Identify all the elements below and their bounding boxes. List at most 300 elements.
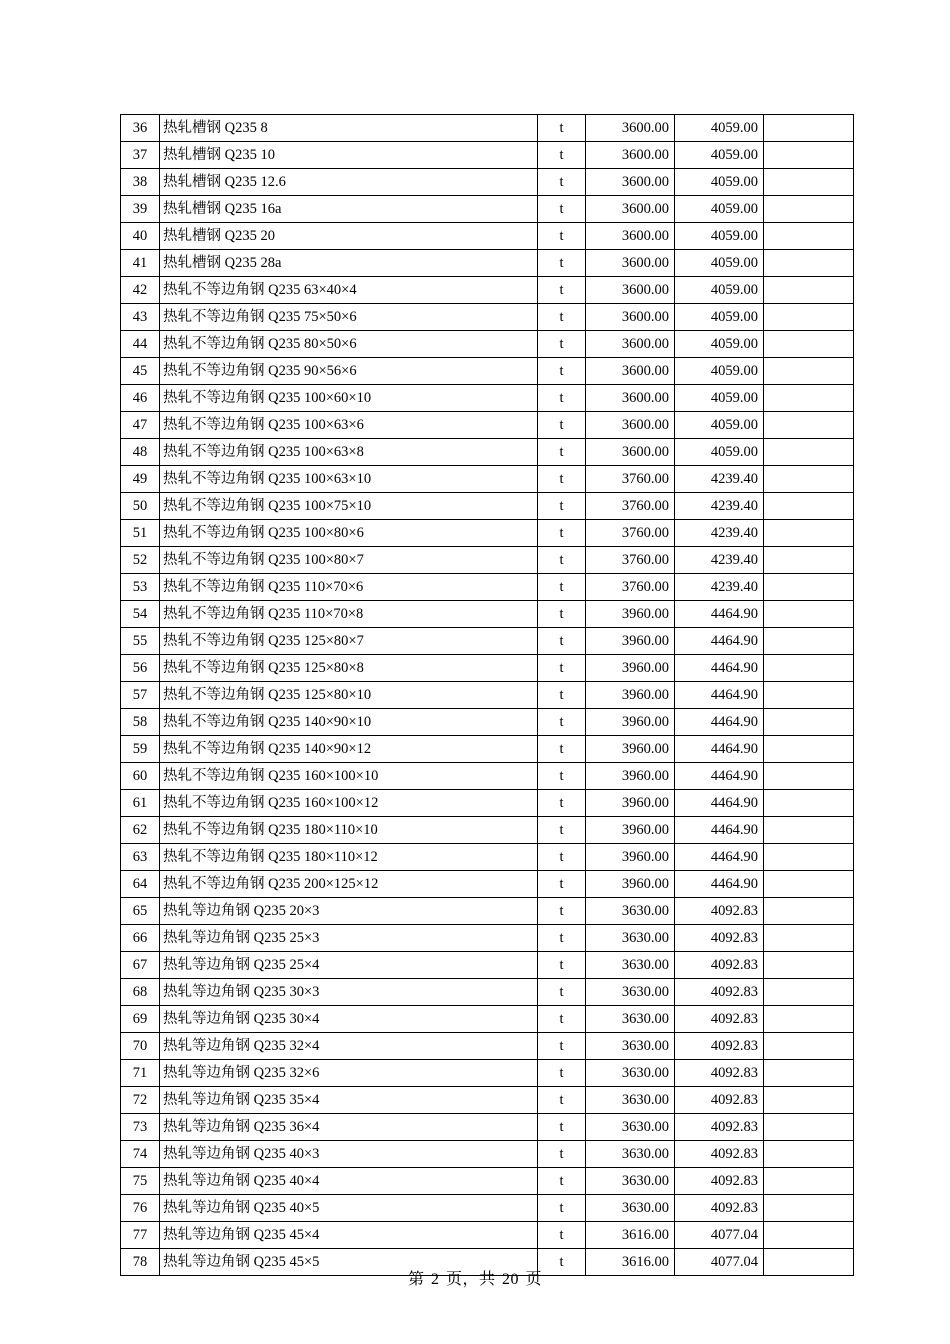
item-name-cell: 热轧不等边角钢 Q235 125×80×10 [160, 682, 538, 709]
price-incl-tax-cell: 4059.00 [675, 331, 764, 358]
note-cell [764, 304, 854, 331]
price-excl-tax-cell: 3600.00 [586, 115, 675, 142]
table-row [121, 979, 854, 1006]
price-excl-tax-cell: 3600.00 [586, 358, 675, 385]
row-number-cell: 78 [121, 1249, 160, 1276]
item-name-cell: 热轧等边角钢 Q235 36×4 [160, 1114, 538, 1141]
price-excl-tax-cell: 3960.00 [586, 682, 675, 709]
price-incl-tax-cell: 4077.04 [675, 1249, 764, 1276]
table-row [121, 1087, 854, 1114]
item-name-cell: 热轧不等边角钢 Q235 100×75×10 [160, 493, 538, 520]
item-name-cell: 热轧等边角钢 Q235 40×4 [160, 1168, 538, 1195]
table-row [121, 1033, 854, 1060]
price-incl-tax-cell: 4059.00 [675, 385, 764, 412]
item-name-cell: 热轧槽钢 Q235 20 [160, 223, 538, 250]
table-row [121, 736, 854, 763]
row-number-cell: 59 [121, 736, 160, 763]
price-incl-tax-cell: 4239.40 [675, 520, 764, 547]
note-cell [764, 574, 854, 601]
price-incl-tax-cell: 4092.83 [675, 1114, 764, 1141]
price-excl-tax-cell: 3630.00 [586, 952, 675, 979]
note-cell [764, 520, 854, 547]
price-excl-tax-cell: 3760.00 [586, 574, 675, 601]
table-row [121, 844, 854, 871]
item-name-cell: 热轧不等边角钢 Q235 125×80×8 [160, 655, 538, 682]
price-incl-tax-cell: 4092.83 [675, 1195, 764, 1222]
row-number-cell: 52 [121, 547, 160, 574]
price-incl-tax-cell: 4059.00 [675, 439, 764, 466]
row-number-cell: 40 [121, 223, 160, 250]
table-row [121, 439, 854, 466]
price-incl-tax-cell: 4239.40 [675, 466, 764, 493]
row-number-cell: 36 [121, 115, 160, 142]
unit-cell: t [538, 304, 586, 331]
unit-cell: t [538, 412, 586, 439]
price-excl-tax-cell: 3600.00 [586, 412, 675, 439]
table-row [121, 547, 854, 574]
note-cell [764, 466, 854, 493]
price-incl-tax-cell: 4464.90 [675, 709, 764, 736]
unit-cell: t [538, 250, 586, 277]
price-excl-tax-cell: 3600.00 [586, 142, 675, 169]
price-excl-tax-cell: 3960.00 [586, 736, 675, 763]
price-excl-tax-cell: 3600.00 [586, 331, 675, 358]
item-name-cell: 热轧槽钢 Q235 8 [160, 115, 538, 142]
table-row [121, 1114, 854, 1141]
table-row [121, 952, 854, 979]
price-incl-tax-cell: 4239.40 [675, 493, 764, 520]
table-row [121, 925, 854, 952]
price-incl-tax-cell: 4059.00 [675, 115, 764, 142]
row-number-cell: 70 [121, 1033, 160, 1060]
price-excl-tax-cell: 3630.00 [586, 1195, 675, 1222]
table-row [121, 223, 854, 250]
table-row [121, 817, 854, 844]
row-number-cell: 38 [121, 169, 160, 196]
unit-cell: t [538, 736, 586, 763]
note-cell [764, 844, 854, 871]
table-row [121, 331, 854, 358]
unit-cell: t [538, 574, 586, 601]
price-excl-tax-cell: 3616.00 [586, 1249, 675, 1276]
note-cell [764, 412, 854, 439]
note-cell [764, 1114, 854, 1141]
table-row [121, 871, 854, 898]
note-cell [764, 1195, 854, 1222]
note-cell [764, 601, 854, 628]
unit-cell: t [538, 169, 586, 196]
price-excl-tax-cell: 3600.00 [586, 196, 675, 223]
item-name-cell: 热轧不等边角钢 Q235 100×80×7 [160, 547, 538, 574]
table-row [121, 493, 854, 520]
row-number-cell: 41 [121, 250, 160, 277]
row-number-cell: 39 [121, 196, 160, 223]
row-number-cell: 73 [121, 1114, 160, 1141]
unit-cell: t [538, 1168, 586, 1195]
unit-cell: t [538, 439, 586, 466]
price-excl-tax-cell: 3630.00 [586, 1060, 675, 1087]
price-excl-tax-cell: 3630.00 [586, 1006, 675, 1033]
table-row [121, 790, 854, 817]
row-number-cell: 57 [121, 682, 160, 709]
price-incl-tax-cell: 4464.90 [675, 817, 764, 844]
unit-cell: t [538, 763, 586, 790]
page-footer: 第 2 页，共 20 页 [407, 1271, 542, 1288]
item-name-cell: 热轧等边角钢 Q235 25×4 [160, 952, 538, 979]
table-row [121, 250, 854, 277]
note-cell [764, 925, 854, 952]
price-incl-tax-cell: 4077.04 [675, 1222, 764, 1249]
row-number-cell: 66 [121, 925, 160, 952]
item-name-cell: 热轧等边角钢 Q235 35×4 [160, 1087, 538, 1114]
table-row [121, 1168, 854, 1195]
price-incl-tax-cell: 4092.83 [675, 952, 764, 979]
note-cell [764, 169, 854, 196]
row-number-cell: 43 [121, 304, 160, 331]
price-incl-tax-cell: 4239.40 [675, 547, 764, 574]
item-name-cell: 热轧等边角钢 Q235 40×5 [160, 1195, 538, 1222]
item-name-cell: 热轧不等边角钢 Q235 63×40×4 [160, 277, 538, 304]
price-incl-tax-cell: 4092.83 [675, 1060, 764, 1087]
row-number-cell: 75 [121, 1168, 160, 1195]
item-name-cell: 热轧等边角钢 Q235 25×3 [160, 925, 538, 952]
unit-cell: t [538, 520, 586, 547]
price-excl-tax-cell: 3630.00 [586, 1033, 675, 1060]
row-number-cell: 68 [121, 979, 160, 1006]
row-number-cell: 53 [121, 574, 160, 601]
item-name-cell: 热轧不等边角钢 Q235 180×110×12 [160, 844, 538, 871]
table-row [121, 412, 854, 439]
table-row [121, 520, 854, 547]
row-number-cell: 51 [121, 520, 160, 547]
note-cell [764, 250, 854, 277]
price-table-body [121, 115, 854, 1276]
unit-cell: t [538, 223, 586, 250]
row-number-cell: 77 [121, 1222, 160, 1249]
table-row [121, 196, 854, 223]
row-number-cell: 62 [121, 817, 160, 844]
row-number-cell: 48 [121, 439, 160, 466]
unit-cell: t [538, 790, 586, 817]
unit-cell: t [538, 277, 586, 304]
note-cell [764, 142, 854, 169]
row-number-cell: 42 [121, 277, 160, 304]
item-name-cell: 热轧不等边角钢 Q235 75×50×6 [160, 304, 538, 331]
price-incl-tax-cell: 4464.90 [675, 871, 764, 898]
note-cell [764, 493, 854, 520]
row-number-cell: 49 [121, 466, 160, 493]
row-number-cell: 54 [121, 601, 160, 628]
price-excl-tax-cell: 3630.00 [586, 1087, 675, 1114]
price-incl-tax-cell: 4464.90 [675, 682, 764, 709]
row-number-cell: 47 [121, 412, 160, 439]
note-cell [764, 871, 854, 898]
item-name-cell: 热轧不等边角钢 Q235 100×63×6 [160, 412, 538, 439]
table-row [121, 277, 854, 304]
table-row [121, 709, 854, 736]
note-cell [764, 655, 854, 682]
unit-cell: t [538, 709, 586, 736]
unit-cell: t [538, 898, 586, 925]
table-row [121, 898, 854, 925]
table-row [121, 1141, 854, 1168]
table-row [121, 574, 854, 601]
price-incl-tax-cell: 4059.00 [675, 223, 764, 250]
price-excl-tax-cell: 3960.00 [586, 709, 675, 736]
price-excl-tax-cell: 3960.00 [586, 628, 675, 655]
unit-cell: t [538, 844, 586, 871]
price-incl-tax-cell: 4092.83 [675, 898, 764, 925]
table-row [121, 1222, 854, 1249]
price-excl-tax-cell: 3600.00 [586, 250, 675, 277]
price-incl-tax-cell: 4059.00 [675, 412, 764, 439]
unit-cell: t [538, 979, 586, 1006]
unit-cell: t [538, 1195, 586, 1222]
note-cell [764, 763, 854, 790]
note-cell [764, 547, 854, 574]
row-number-cell: 76 [121, 1195, 160, 1222]
price-incl-tax-cell: 4059.00 [675, 142, 764, 169]
table-row [121, 142, 854, 169]
table-row [121, 655, 854, 682]
price-incl-tax-cell: 4464.90 [675, 790, 764, 817]
price-table [120, 114, 854, 1276]
price-incl-tax-cell: 4464.90 [675, 655, 764, 682]
row-number-cell: 46 [121, 385, 160, 412]
row-number-cell: 71 [121, 1060, 160, 1087]
price-incl-tax-cell: 4092.83 [675, 1141, 764, 1168]
unit-cell: t [538, 358, 586, 385]
row-number-cell: 58 [121, 709, 160, 736]
unit-cell: t [538, 925, 586, 952]
unit-cell: t [538, 1114, 586, 1141]
table-row [121, 466, 854, 493]
note-cell [764, 1060, 854, 1087]
item-name-cell: 热轧等边角钢 Q235 20×3 [160, 898, 538, 925]
item-name-cell: 热轧不等边角钢 Q235 90×56×6 [160, 358, 538, 385]
price-incl-tax-cell: 4464.90 [675, 844, 764, 871]
item-name-cell: 热轧等边角钢 Q235 30×3 [160, 979, 538, 1006]
row-number-cell: 61 [121, 790, 160, 817]
note-cell [764, 790, 854, 817]
unit-cell: t [538, 547, 586, 574]
table-row [121, 385, 854, 412]
unit-cell: t [538, 196, 586, 223]
price-incl-tax-cell: 4092.83 [675, 1087, 764, 1114]
note-cell [764, 1222, 854, 1249]
row-number-cell: 72 [121, 1087, 160, 1114]
price-excl-tax-cell: 3630.00 [586, 979, 675, 1006]
price-excl-tax-cell: 3630.00 [586, 925, 675, 952]
item-name-cell: 热轧等边角钢 Q235 32×6 [160, 1060, 538, 1087]
unit-cell: t [538, 655, 586, 682]
unit-cell: t [538, 1060, 586, 1087]
item-name-cell: 热轧不等边角钢 Q235 140×90×12 [160, 736, 538, 763]
price-excl-tax-cell: 3960.00 [586, 790, 675, 817]
unit-cell: t [538, 1141, 586, 1168]
price-incl-tax-cell: 4464.90 [675, 601, 764, 628]
unit-cell: t [538, 115, 586, 142]
item-name-cell: 热轧槽钢 Q235 12.6 [160, 169, 538, 196]
row-number-cell: 55 [121, 628, 160, 655]
price-excl-tax-cell: 3600.00 [586, 169, 675, 196]
note-cell [764, 277, 854, 304]
row-number-cell: 37 [121, 142, 160, 169]
price-incl-tax-cell: 4092.83 [675, 1006, 764, 1033]
unit-cell: t [538, 817, 586, 844]
price-excl-tax-cell: 3600.00 [586, 439, 675, 466]
table-row [121, 1060, 854, 1087]
price-excl-tax-cell: 3960.00 [586, 871, 675, 898]
table-row [121, 682, 854, 709]
item-name-cell: 热轧不等边角钢 Q235 80×50×6 [160, 331, 538, 358]
price-excl-tax-cell: 3630.00 [586, 1141, 675, 1168]
table-row [121, 1006, 854, 1033]
note-cell [764, 223, 854, 250]
item-name-cell: 热轧不等边角钢 Q235 100×63×10 [160, 466, 538, 493]
note-cell [764, 952, 854, 979]
note-cell [764, 817, 854, 844]
row-number-cell: 67 [121, 952, 160, 979]
price-excl-tax-cell: 3630.00 [586, 898, 675, 925]
row-number-cell: 50 [121, 493, 160, 520]
unit-cell: t [538, 142, 586, 169]
row-number-cell: 60 [121, 763, 160, 790]
item-name-cell: 热轧槽钢 Q235 28a [160, 250, 538, 277]
price-incl-tax-cell: 4464.90 [675, 628, 764, 655]
unit-cell: t [538, 952, 586, 979]
unit-cell: t [538, 682, 586, 709]
price-excl-tax-cell: 3630.00 [586, 1168, 675, 1195]
unit-cell: t [538, 466, 586, 493]
price-incl-tax-cell: 4092.83 [675, 1168, 764, 1195]
price-excl-tax-cell: 3960.00 [586, 601, 675, 628]
price-excl-tax-cell: 3760.00 [586, 547, 675, 574]
unit-cell: t [538, 1033, 586, 1060]
note-cell [764, 439, 854, 466]
table-row [121, 304, 854, 331]
note-cell [764, 358, 854, 385]
price-excl-tax-cell: 3960.00 [586, 844, 675, 871]
note-cell [764, 1087, 854, 1114]
note-cell [764, 709, 854, 736]
unit-cell: t [538, 601, 586, 628]
price-excl-tax-cell: 3760.00 [586, 520, 675, 547]
table-row [121, 763, 854, 790]
price-incl-tax-cell: 4092.83 [675, 1033, 764, 1060]
price-incl-tax-cell: 4059.00 [675, 196, 764, 223]
price-excl-tax-cell: 3760.00 [586, 466, 675, 493]
table-row [121, 601, 854, 628]
price-excl-tax-cell: 3600.00 [586, 277, 675, 304]
item-name-cell: 热轧不等边角钢 Q235 200×125×12 [160, 871, 538, 898]
price-incl-tax-cell: 4464.90 [675, 763, 764, 790]
table-row [121, 1195, 854, 1222]
row-number-cell: 56 [121, 655, 160, 682]
note-cell [764, 1033, 854, 1060]
price-excl-tax-cell: 3630.00 [586, 1114, 675, 1141]
note-cell [764, 682, 854, 709]
price-excl-tax-cell: 3960.00 [586, 817, 675, 844]
item-name-cell: 热轧等边角钢 Q235 30×4 [160, 1006, 538, 1033]
price-incl-tax-cell: 4059.00 [675, 169, 764, 196]
item-name-cell: 热轧槽钢 Q235 16a [160, 196, 538, 223]
item-name-cell: 热轧等边角钢 Q235 40×3 [160, 1141, 538, 1168]
price-incl-tax-cell: 4464.90 [675, 736, 764, 763]
note-cell [764, 1006, 854, 1033]
price-excl-tax-cell: 3960.00 [586, 655, 675, 682]
row-number-cell: 69 [121, 1006, 160, 1033]
item-name-cell: 热轧不等边角钢 Q235 180×110×10 [160, 817, 538, 844]
row-number-cell: 63 [121, 844, 160, 871]
item-name-cell: 热轧等边角钢 Q235 45×4 [160, 1222, 538, 1249]
item-name-cell: 热轧不等边角钢 Q235 160×100×12 [160, 790, 538, 817]
price-incl-tax-cell: 4092.83 [675, 979, 764, 1006]
table-row [121, 169, 854, 196]
table-row [121, 628, 854, 655]
price-excl-tax-cell: 3616.00 [586, 1222, 675, 1249]
price-excl-tax-cell: 3760.00 [586, 493, 675, 520]
item-name-cell: 热轧槽钢 Q235 10 [160, 142, 538, 169]
unit-cell: t [538, 871, 586, 898]
note-cell [764, 898, 854, 925]
price-incl-tax-cell: 4059.00 [675, 250, 764, 277]
note-cell [764, 331, 854, 358]
item-name-cell: 热轧不等边角钢 Q235 110×70×8 [160, 601, 538, 628]
price-excl-tax-cell: 3600.00 [586, 223, 675, 250]
note-cell [764, 196, 854, 223]
note-cell [764, 115, 854, 142]
table-row [121, 115, 854, 142]
item-name-cell: 热轧不等边角钢 Q235 140×90×10 [160, 709, 538, 736]
item-name-cell: 热轧等边角钢 Q235 45×5 [160, 1249, 538, 1276]
unit-cell: t [538, 1087, 586, 1114]
row-number-cell: 44 [121, 331, 160, 358]
note-cell [764, 979, 854, 1006]
price-incl-tax-cell: 4059.00 [675, 358, 764, 385]
unit-cell: t [538, 1006, 586, 1033]
price-incl-tax-cell: 4059.00 [675, 277, 764, 304]
price-incl-tax-cell: 4239.40 [675, 574, 764, 601]
table-row [121, 358, 854, 385]
note-cell [764, 1168, 854, 1195]
item-name-cell: 热轧不等边角钢 Q235 110×70×6 [160, 574, 538, 601]
note-cell [764, 736, 854, 763]
row-number-cell: 65 [121, 898, 160, 925]
item-name-cell: 热轧不等边角钢 Q235 100×63×8 [160, 439, 538, 466]
price-incl-tax-cell: 4092.83 [675, 925, 764, 952]
unit-cell: t [538, 1222, 586, 1249]
unit-cell: t [538, 493, 586, 520]
note-cell [764, 385, 854, 412]
unit-cell: t [538, 385, 586, 412]
unit-cell: t [538, 331, 586, 358]
item-name-cell: 热轧不等边角钢 Q235 100×80×6 [160, 520, 538, 547]
price-excl-tax-cell: 3960.00 [586, 763, 675, 790]
item-name-cell: 热轧不等边角钢 Q235 125×80×7 [160, 628, 538, 655]
item-name-cell: 热轧等边角钢 Q235 32×4 [160, 1033, 538, 1060]
row-number-cell: 74 [121, 1141, 160, 1168]
row-number-cell: 64 [121, 871, 160, 898]
item-name-cell: 热轧不等边角钢 Q235 160×100×10 [160, 763, 538, 790]
note-cell [764, 628, 854, 655]
price-excl-tax-cell: 3600.00 [586, 385, 675, 412]
row-number-cell: 45 [121, 358, 160, 385]
unit-cell: t [538, 1249, 586, 1276]
item-name-cell: 热轧不等边角钢 Q235 100×60×10 [160, 385, 538, 412]
note-cell [764, 1141, 854, 1168]
price-incl-tax-cell: 4059.00 [675, 304, 764, 331]
